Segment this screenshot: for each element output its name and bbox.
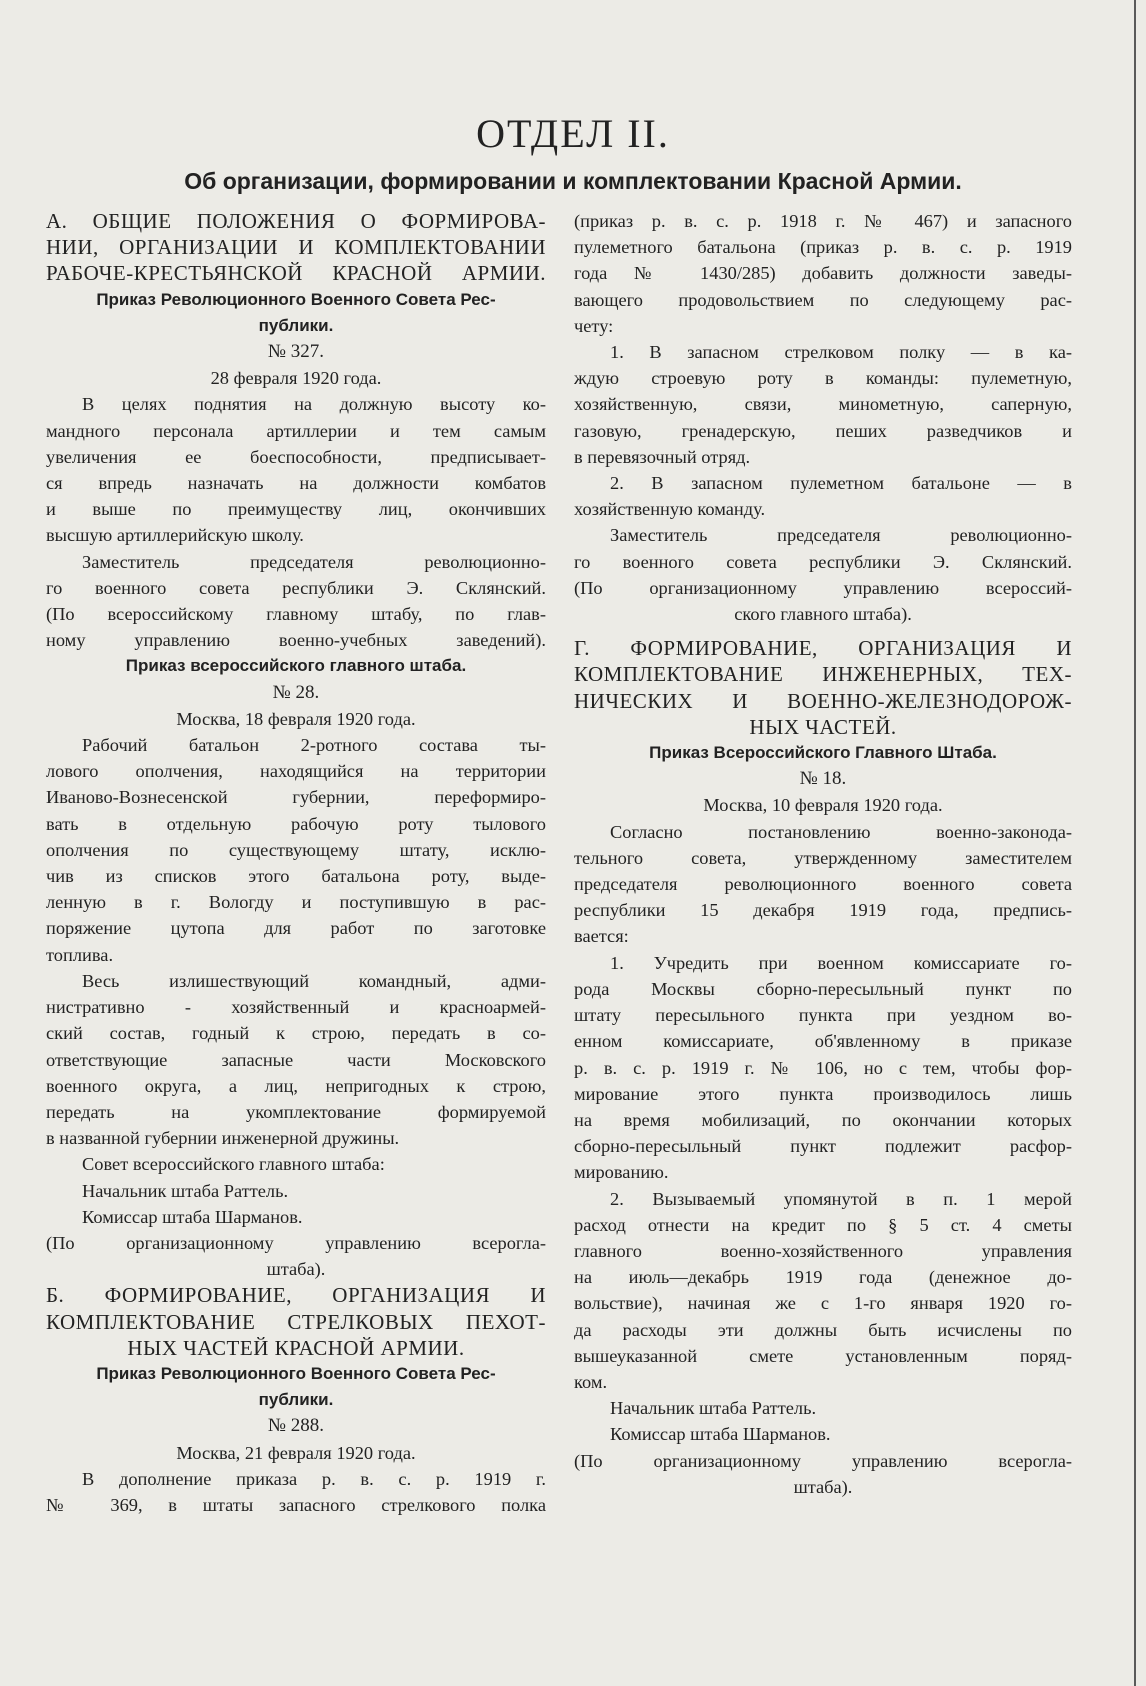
right-column-line: расход отнести на кредит по § 5 ст. 4 сметы <box>574 1214 1072 1235</box>
right-column-line: в перевязочный отряд. <box>574 446 751 467</box>
left-column-line: (По всероссийскому главному штабу, по глав- <box>46 604 546 625</box>
left-column-line: мандного персонала артиллерии и тем самым <box>46 420 546 441</box>
left-column-line: Иваново-Вознесенской губернии, переформиро- <box>46 787 546 808</box>
left-column-line: Москва, 18 февраля 1920 года. <box>176 708 416 729</box>
right-column-line: ждую строевую роту в команды: пулеметную, <box>574 368 1072 389</box>
right-column-line: № 18. <box>799 768 847 790</box>
left-column-line: Совет всероссийского главного штаба: <box>82 1154 385 1175</box>
right-column-line: вольствие), начиная же с 1-го января 1920 го- <box>574 1293 1072 1314</box>
left-column-line: Начальник штаба Раттель. <box>82 1180 289 1201</box>
right-column-line: енном комиссариате, об'явленному в приказе <box>574 1031 1072 1052</box>
left-column-line: ленную в г. Вологду и поступившую в рас- <box>46 892 546 913</box>
left-column-line: военного округа, а лиц, непригодных к строю, <box>46 1075 546 1096</box>
left-column-line: № 369, в штаты запасного стрелкового полка <box>46 1494 546 1515</box>
left-column-line: ся впредь назначать на должности комбатов <box>46 473 546 494</box>
right-column-line: (По организационному управлению всероссий- <box>574 577 1072 598</box>
left-column-line: Рабочий батальон 2-ротного состава ты- <box>82 735 546 756</box>
left-column-line: В целях поднятия на должную высоту ко- <box>82 394 546 415</box>
right-column-line: НИЧЕСКИХ И ВОЕННО-ЖЕЛЕЗНОДОРОЖ- <box>574 688 1072 713</box>
right-column-line: 1. Учредить при военном комиссариате го- <box>610 952 1072 973</box>
left-column-line: № 288. <box>267 1415 325 1437</box>
left-column-line: В дополнение приказа р. в. с. р. 1919 г. <box>82 1468 546 1489</box>
right-column-line: Заместитель председателя революционно- <box>610 525 1072 546</box>
left-column-line: (По организационному управлению всерогла- <box>46 1232 546 1253</box>
right-column-line: НЫХ ЧАСТЕЙ. <box>749 714 897 739</box>
right-column-line: 1. В запасном стрелковом полку — в ка- <box>610 342 1072 363</box>
left-column-line: лового ополчения, находящийся на территории <box>46 761 546 782</box>
left-column-line: НИИ, ОРГАНИЗАЦИИ И КОМПЛЕКТОВАНИИ <box>46 235 546 260</box>
left-column-line: передать на укомплектование формируемой <box>46 1101 546 1122</box>
right-column-line: сборно-пересыльный пункт подлежит расфор- <box>574 1136 1072 1157</box>
left-column-line: А. ОБЩИЕ ПОЛОЖЕНИЯ О ФОРМИРОВА- <box>46 209 546 233</box>
left-column-line: публики. <box>258 315 334 335</box>
left-column-line: в названной губернии инженерной дружины. <box>46 1128 400 1149</box>
right-column-line: вающего продовольствием по следующему рас- <box>574 289 1072 310</box>
page-edge-line <box>1134 0 1136 1686</box>
right-column-line: Согласно постановлению военно-законода- <box>610 821 1072 842</box>
left-column-line: № 28. <box>272 681 320 703</box>
right-column-line: 2. В запасном пулеметном батальоне — в <box>610 473 1072 494</box>
left-column-line: высшую артиллерийскую школу. <box>46 525 304 546</box>
right-column-line: республики 15 декабря 1919 года, предпись- <box>574 900 1072 921</box>
left-column-line: Весь излишествующий командный, адми- <box>82 970 546 991</box>
left-column-line: чив из списков этого батальона роту, выде- <box>46 866 546 887</box>
right-column-line: на время мобилизаций, по окончании которых <box>574 1109 1072 1130</box>
left-column-line: го военного совета республики Э. Склянский. <box>46 577 546 598</box>
left-column-line: НЫХ ЧАСТЕЙ КРАСНОЙ АРМИИ. <box>127 1335 465 1360</box>
right-column-line: штаба). <box>793 1476 853 1497</box>
right-column-line: на июль—декабрь 1919 года (денежное до- <box>574 1267 1072 1288</box>
right-column-line: тельного совета, утвержденному заместителем <box>574 847 1072 868</box>
right-column-line: Г. ФОРМИРОВАНИЕ, ОРГАНИЗАЦИЯ И <box>574 636 1072 661</box>
left-column-line: топлива. <box>46 944 114 965</box>
right-column-line: 2. Вызываемый упомянутой в п. 1 мерой <box>610 1188 1072 1209</box>
left-column-line: № 327. <box>267 341 325 363</box>
right-column-line: газовую, гренадерскую, пеших разведчиков и <box>574 420 1072 441</box>
right-column-line: чету: <box>574 315 614 336</box>
right-column-line: КОМПЛЕКТОВАНИЕ ИНЖЕНЕРНЫХ, ТЕХ- <box>574 662 1072 687</box>
left-column-line: Комиссар штаба Шарманов. <box>82 1206 303 1227</box>
left-column-line: ответствующие запасные части Московского <box>46 1049 546 1070</box>
right-column-line: Начальник штаба Раттель. <box>610 1398 817 1419</box>
right-column-line: Приказ Всероссийского Главного Штаба. <box>649 743 997 763</box>
left-column-line: ополчения по существующему штату, исклю- <box>46 839 546 860</box>
right-column <box>574 208 1072 1500</box>
left-column-line: РАБОЧЕ-КРЕСТЬЯНСКОЙ КРАСНОЙ АРМИИ. <box>46 261 546 286</box>
right-column-line: мирование этого пункта производилось лишь <box>574 1083 1072 1104</box>
right-column-line: председателя революционного военного совета <box>574 874 1072 895</box>
right-column-line: хозяйственную команду. <box>574 499 766 520</box>
left-column-line: КОМПЛЕКТОВАНИЕ СТРЕЛКОВЫХ ПЕХОТ- <box>46 1309 546 1334</box>
right-column-line: р. в. с. р. 1919 г. № 106, но с тем, чтобы фор- <box>574 1057 1072 1078</box>
right-column-line: Москва, 10 февраля 1920 года. <box>703 795 943 816</box>
right-column-line: пулеметного батальона (приказ р. в. с. р. 1919 <box>574 237 1072 258</box>
left-column-line: и выше по преимуществу лиц, окончивших <box>46 499 546 520</box>
left-column-line: ному управлению военно-учебных заведений). <box>46 630 546 651</box>
right-column-line: вается: <box>574 926 629 947</box>
left-column-line: поряжение цутопа для работ по заготовке <box>46 918 546 939</box>
left-column-line: увеличения ее боеспособности, предписывает- <box>46 446 546 467</box>
left-column-line: ский состав, годный к строю, передать в со- <box>46 1023 546 1044</box>
right-column-line <box>574 627 1072 635</box>
right-column-line: Комиссар штаба Шарманов. <box>610 1424 831 1445</box>
right-column-line: ком. <box>574 1371 608 1392</box>
left-column-line: публики. <box>258 1390 334 1410</box>
left-column-line: Приказ всероссийского главного штаба. <box>125 656 467 676</box>
left-column-line: вать в отдельную рабочую роту тылового <box>46 813 546 834</box>
left-column-line: Москва, 21 февраля 1920 года. <box>176 1442 416 1463</box>
section-subtitle: Об организации, формировании и комплектовании Красной Армии. <box>184 168 962 194</box>
section-title: ОТДЕЛ II. <box>476 111 670 156</box>
right-column-line: (приказ р. в. с. р. 1918 г. № 467) и запасного <box>574 211 1072 231</box>
right-column-line: вышеуказанной смете установленным поряд- <box>574 1345 1072 1366</box>
left-column-line: Б. ФОРМИРОВАНИЕ, ОРГАНИЗАЦИЯ И <box>46 1283 546 1308</box>
right-column-line: хозяйственную, связи, минометную, саперную, <box>574 394 1072 415</box>
right-column-line: го военного совета республики Э. Склянский. <box>574 551 1072 572</box>
right-column-line: года № 1430/285) добавить должности заведы- <box>574 263 1072 284</box>
left-column-line: Приказ Революционного Военного Совета Рес- <box>96 1363 496 1383</box>
left-column-line: нистративно - хозяйственный и красноармей- <box>46 997 546 1018</box>
left-column-line: Заместитель председателя революционно- <box>82 551 546 572</box>
left-column <box>46 208 546 1518</box>
left-column-line: Приказ Революционного Военного Совета Рес- <box>96 289 496 309</box>
right-column-line: штату пересыльного пункта при уездном во- <box>574 1005 1072 1026</box>
right-column-line: (По организационному управлению всерогла- <box>574 1450 1072 1471</box>
right-column-line: мированию. <box>574 1162 669 1183</box>
right-column-line: главного военно-хозяйственного управления <box>574 1240 1072 1261</box>
left-column-line: 28 февраля 1920 года. <box>210 368 382 389</box>
left-column-line: штаба). <box>266 1259 326 1280</box>
right-column-line: ского главного штаба). <box>734 604 912 625</box>
right-column-line: рода Москвы сборно-пересыльный пункт по <box>574 978 1072 999</box>
right-column-line: да расходы эти должны быть исчислены по <box>574 1319 1072 1340</box>
